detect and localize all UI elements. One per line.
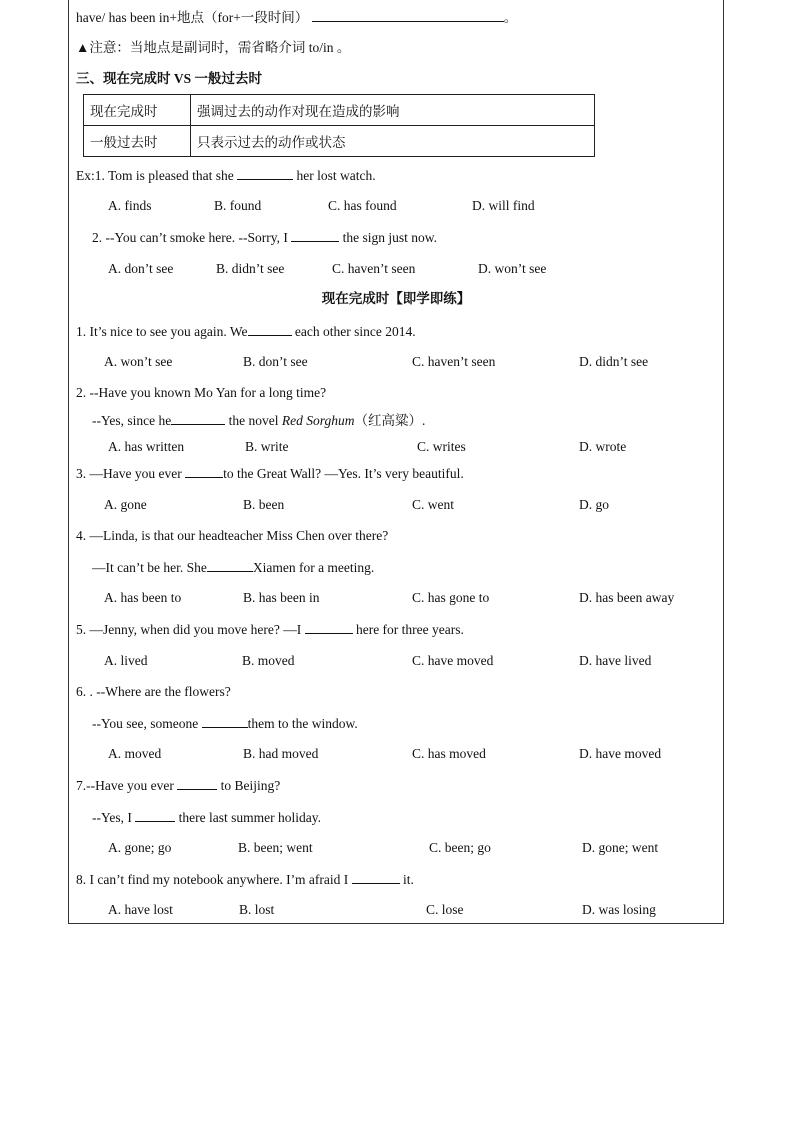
option-b[interactable]: B. been; went	[238, 840, 313, 855]
question-8: 8. I can’t find my notebook anywhere. I’m afraid I it.	[76, 872, 414, 887]
option-c[interactable]: C. has moved	[412, 746, 486, 761]
answer-blank[interactable]	[291, 228, 339, 242]
question-6-reply: --You see, someone them to the window.	[92, 716, 358, 731]
option-b[interactable]: B. been	[243, 497, 285, 512]
answer-blank[interactable]	[312, 8, 504, 22]
option-a[interactable]: A. finds	[108, 198, 152, 213]
section-title: 三、现在完成时 VS 一般过去时	[76, 71, 263, 86]
option-d[interactable]: D. will find	[472, 198, 535, 213]
option-c[interactable]: C. been; go	[429, 840, 491, 855]
question-7: 7.--Have you ever to Beijing?	[76, 778, 281, 793]
option-c[interactable]: C. has gone to	[412, 590, 490, 605]
table-cell-desc: 只表示过去的动作或状态	[191, 126, 595, 157]
answer-blank[interactable]	[135, 808, 175, 822]
option-d[interactable]: D. go	[579, 497, 609, 512]
option-c[interactable]: C. haven’t seen	[412, 354, 496, 369]
option-b[interactable]: B. had moved	[243, 746, 319, 761]
option-c[interactable]: C. lose	[426, 902, 464, 917]
option-b[interactable]: B. write	[245, 439, 289, 454]
question-2-reply: --Yes, since he the novel Red Sorghum（红高粱）.	[92, 413, 426, 428]
example-question: Ex:1. Tom is pleased that she her lost watch.	[76, 168, 376, 183]
option-a[interactable]: A. gone; go	[108, 840, 172, 855]
option-c[interactable]: C. haven’t seen	[332, 261, 416, 276]
question-7-reply: --Yes, I there last summer holiday.	[92, 810, 321, 825]
table-row	[84, 95, 595, 126]
option-a[interactable]: A. moved	[108, 746, 162, 761]
option-a[interactable]: A. have lost	[108, 902, 173, 917]
answer-blank[interactable]	[207, 558, 253, 572]
table-row	[84, 126, 595, 157]
answer-blank[interactable]	[202, 714, 248, 728]
option-a[interactable]: A. lived	[104, 653, 148, 668]
answer-blank[interactable]	[177, 776, 217, 790]
answer-blank[interactable]	[305, 620, 353, 634]
option-d[interactable]: D. didn’t see	[579, 354, 649, 369]
note-line: ▲注意：当地点是副词时，需省略介词 to/in 。	[76, 40, 351, 55]
option-c[interactable]: C. have moved	[412, 653, 494, 668]
option-a[interactable]: A. gone	[104, 497, 147, 512]
option-b[interactable]: B. found	[214, 198, 262, 213]
answer-blank[interactable]	[248, 322, 292, 336]
answer-blank[interactable]	[352, 870, 400, 884]
option-d[interactable]: D. was losing	[582, 902, 656, 917]
option-d[interactable]: D. wrote	[579, 439, 627, 454]
option-b[interactable]: B. has been in	[243, 590, 320, 605]
question-3: 3. —Have you ever to the Great Wall? —Yes. It’s very beautiful.	[76, 466, 464, 481]
question-1: 1. It’s nice to see you again. We each other since 2014.	[76, 324, 416, 339]
question-5: 5. —Jenny, when did you move here? —I here for three years.	[76, 622, 464, 637]
option-c[interactable]: C. has found	[328, 198, 397, 213]
answer-blank[interactable]	[185, 464, 223, 478]
option-a[interactable]: A. has written	[108, 439, 185, 454]
option-c[interactable]: C. went	[412, 497, 454, 512]
option-d[interactable]: D. won’t see	[478, 261, 547, 276]
option-d[interactable]: D. has been away	[579, 590, 675, 605]
question-2: 2. --Have you known Mo Yan for a long time?	[76, 385, 327, 400]
table-cell-term: 一般过去时	[84, 126, 191, 157]
option-d[interactable]: D. gone; went	[582, 840, 659, 855]
option-b[interactable]: B. lost	[239, 902, 275, 917]
option-b[interactable]: B. moved	[242, 653, 295, 668]
option-a[interactable]: A. don’t see	[108, 261, 174, 276]
answer-blank[interactable]	[237, 166, 293, 180]
option-b[interactable]: B. don’t see	[243, 354, 308, 369]
example-question: 2. --You can’t smoke here. --Sorry, I the sign just now.	[92, 230, 437, 245]
question-4: 4. —Linda, is that our headteacher Miss Chen over there?	[76, 528, 389, 543]
table-cell-term: 现在完成时	[84, 95, 191, 126]
comparison-table	[83, 94, 595, 157]
question-4-reply: —It can’t be her. She Xiamen for a meeting.	[92, 560, 375, 575]
pattern-line: have/ has been in+地点（for+一段时间） 。	[76, 10, 518, 25]
answer-blank[interactable]	[171, 411, 225, 425]
option-b[interactable]: B. didn’t see	[216, 261, 285, 276]
option-a[interactable]: A. won’t see	[104, 354, 173, 369]
question-6: 6. . --Where are the flowers?	[76, 684, 231, 699]
practice-title: 现在完成时【即学即练】	[321, 291, 471, 306]
table-cell-desc: 强调过去的动作对现在造成的影响	[191, 95, 595, 126]
option-a[interactable]: A. has been to	[104, 590, 182, 605]
option-d[interactable]: D. have lived	[579, 653, 652, 668]
option-c[interactable]: C. writes	[417, 439, 466, 454]
option-d[interactable]: D. have moved	[579, 746, 662, 761]
